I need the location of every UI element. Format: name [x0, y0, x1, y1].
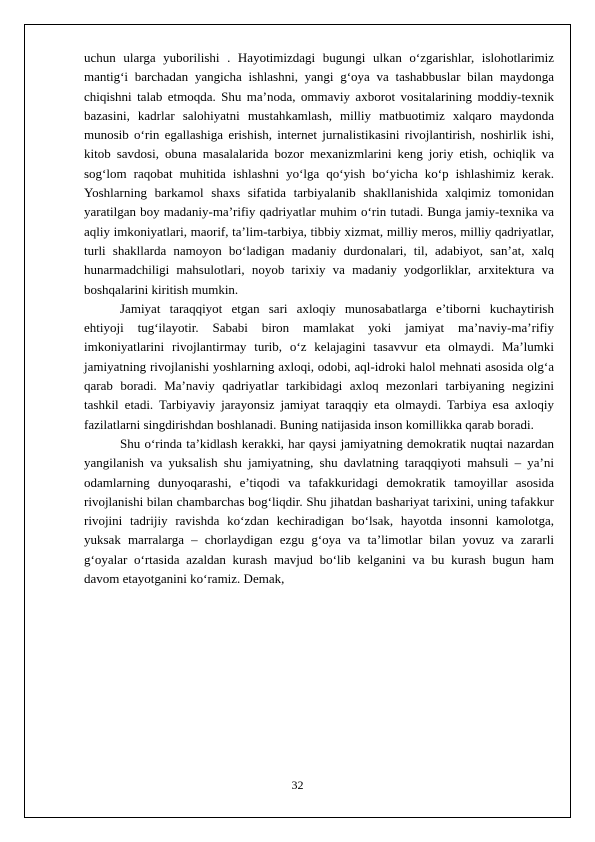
- paragraph-3: Shu o‘rinda ta’kidlash kerakki, har qaysi jamiyatning demokratik nuqtai nazardan yangilanish va yuksalish shu jamiyatning, shu davlatning taraqqiyoti mahsuli – ya’ni odamlarning dunyoqarashi, e’tiqodi va tafakkuridagi demokratik tamoyillar asosida rivojlanishi bilan chambarchas bog‘liqdir. Shu jihatdan bashariyat tarixini, uning tafakkur rivojini tadrijiy ravishda ko‘zdan kechiradigan bo‘lsak, hayotda insonni kamolotga, yuksak marralarga – chorlaydigan ezgu g‘oya va ta’limotlar bilan yovuz va zararli g‘oyalar o‘rtasida azaldan kurash mavjud bo‘lib kelganini va bu kurash bugun ham davom etayotganini ko‘ramiz. Demak,: [84, 435, 554, 587]
- document-body: [84, 48, 554, 588]
- paragraph-2: Jamiyat taraqqiyot etgan sari axloqiy munosabatlarga e’tiborni kuchaytirish ehtiyoji tug‘ilayotir. Sababi biron mamlakat yoki jamiyat ma’naviy-ma’rifiy imkoniyatlarini rivojlantirmay turib, o‘z kelajagini tasavvur eta olmaydi. Ma’lumki jamiyatning rivojlanishi yoshlarning axloqi, odobi, aql-idroki halol mehnati asosida olg‘a qarab boradi. Ma’naviy qadriyatlar tarkibidagi axloq mezonlari tarbiyaning negizini tashkil etadi. Tarbiyaviy jarayonsiz jamiyat taraqqiy eta olmaydi. Tarbiya esa axloqiy fazilatlarni singdirishdan boshlanadi. Buning natijasida inson komillikka qarab boradi.: [84, 300, 554, 432]
- page-number: 32: [291, 778, 304, 792]
- paragraph-1: uchun ularga yuborilishi . Hayotimizdagi bugungi ulkan o‘zgarishlar, islohotlarimiz mantig‘i barchadan yangicha ishlashni, yangi g‘oya va tashabbuslar bilan maydonga chiqishni talab etmoqda. Shu ma’noda, ommaviy axborot vositalarining moddiy-texnik bazasini, kadrlar salohiyatni mustahkamlash, milliy matbuotimiz xalqaro maydonda munosib o‘rin egallashiga erishish, internet jurnalistikasini rivojlantirish, noshirlik ishi, kitob savdosi, obuna masalalarida bozor mexanizmlarini keng joriy etish, ochiqlik va sog‘lom raqobat muhitida ishlashni yo‘lga qo‘yish bo‘yicha ko‘p ishlashimiz kerak. Yoshlarning barkamol shaxs sifatida tarbiyalanib shakllanishida xalqimiz tomonidan yaratilgan boy madaniy-ma’rifiy qadriyatlar muhim o‘rin tutadi. Bunga jamiy-texnika va aqliy imkoniyatlari, maorif, ta’lim-tarbiya, tibbiy xizmat, milliy meros, milliy qadriyatlar, turli shakllarda namoyon bo‘ladigan madaniy durdonalari, til, adabiyot, san’at, xalq hunarmadchiligi mahsulotlari, noyob tarixiy va madaniy yodgorliklar, arxitektura va boshqalarini kiritish mumkin.: [84, 50, 554, 297]
